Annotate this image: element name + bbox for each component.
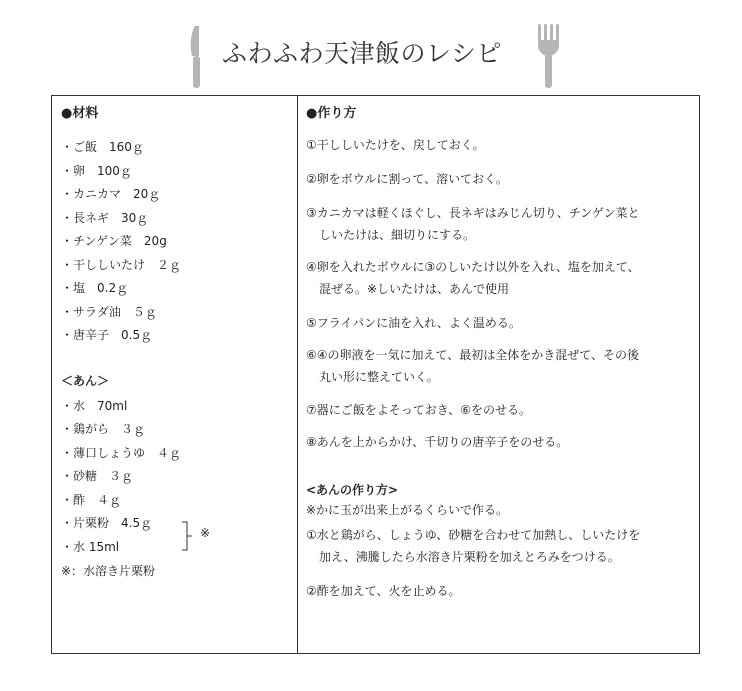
recipe-table [51,95,700,654]
method-step [306,202,698,246]
ingredient-item: ・干ししいたけ ２ｇ [61,258,182,272]
page-title: ふわふわ天津飯のレシピ [222,39,502,68]
an-ingredient-item: ・片栗粉 4.5ｇ [61,516,153,530]
an-heading: ＜あん＞ [61,374,110,388]
step-line: ⑤フライパンに油を入れ、よく温める。 [306,316,521,330]
step-line-continued: 丸い形に整えていく。 [319,370,439,384]
an-ingredient-item: ・水 15ml [61,540,120,554]
an-ingredient-item: ・薄口しょうゆ ４ｇ [61,446,182,460]
ingredient-item: ・ご飯 160ｇ [61,140,144,154]
step-line-continued: しいたけは、細切りにする。 [319,228,476,242]
title-bar [0,14,742,90]
ingredients-heading: ●材料 [61,106,99,121]
ingredient-item: ・塩 0.2ｇ [61,281,129,295]
step-line: ④卵を入れたボウルに③のしいたけ以外を入れ、塩を加えて、 [306,260,640,274]
method-heading: ●作り方 [306,106,357,121]
ingredient-item: ・長ネギ 30ｇ [61,211,149,225]
method-step [306,168,698,190]
step-line: ①干ししいたけを、戻しておく。 [306,138,485,152]
an-ingredient-item: ・鶏がら ３ｇ [61,422,146,436]
method-step [306,399,698,421]
ingredient-item: ・サラダ油 ５ｇ [61,305,157,319]
an-ingredient-item: ・水 70ml [61,399,128,413]
step-line: ②卵をボウルに割って、溶いておく。 [306,172,508,186]
an-ingredient-item: ・酢 ４ｇ [61,493,122,507]
step-line: ②酢を加えて、火を止める。 [306,584,461,598]
step-line-continued: 加え、沸騰したら水溶き片栗粉を加えとろみをつける。 [319,550,620,564]
method-step [306,312,698,334]
step-line: ⑥④の卵液を一気に加えて、最初は全体をかき混ぜて、その後 [306,348,640,362]
method-step [306,256,698,300]
column-divider [297,96,298,653]
ingredient-note: ※：水溶き片栗粉 [61,564,156,578]
step-line-continued: 混ぜる。※しいたけは、あんで使用 [319,282,510,296]
step-line: ⑦器にご飯をよそっておき、⑥をのせる。 [306,403,532,417]
ingredient-item: ・唐辛子 0.5ｇ [61,328,153,342]
an-method-step [306,524,698,568]
fork-icon [536,22,562,90]
an-ingredient-item: ・砂糖 ３ｇ [61,469,134,483]
method-step [306,344,698,388]
ingredient-item: ・カニカマ 20ｇ [61,187,161,201]
an-method-step [306,580,698,602]
method-step [306,431,698,453]
an-method-heading: <あんの作り方> [306,483,399,497]
ingredient-item: ・卵 100ｇ [61,164,132,178]
step-line: ⑧あんを上からかけ、千切りの唐辛子をのせる。 [306,435,569,449]
an-method-note: ※かに玉が出来上がるくらいで作る。 [306,503,509,517]
step-line: ③カニカマは軽くほぐし、長ネギはみじん切り、チンゲン菜と [306,206,640,220]
method-step [306,134,698,156]
bracket-mark [181,521,193,551]
bracket-note-mark: ※ [200,526,211,540]
ingredient-item: ・チンゲン菜 20g [61,234,167,248]
knife-icon [186,22,208,90]
step-line: ①水と鶏がら、しょうゆ、砂糖を合わせて加熱し、しいたけを [306,528,641,542]
